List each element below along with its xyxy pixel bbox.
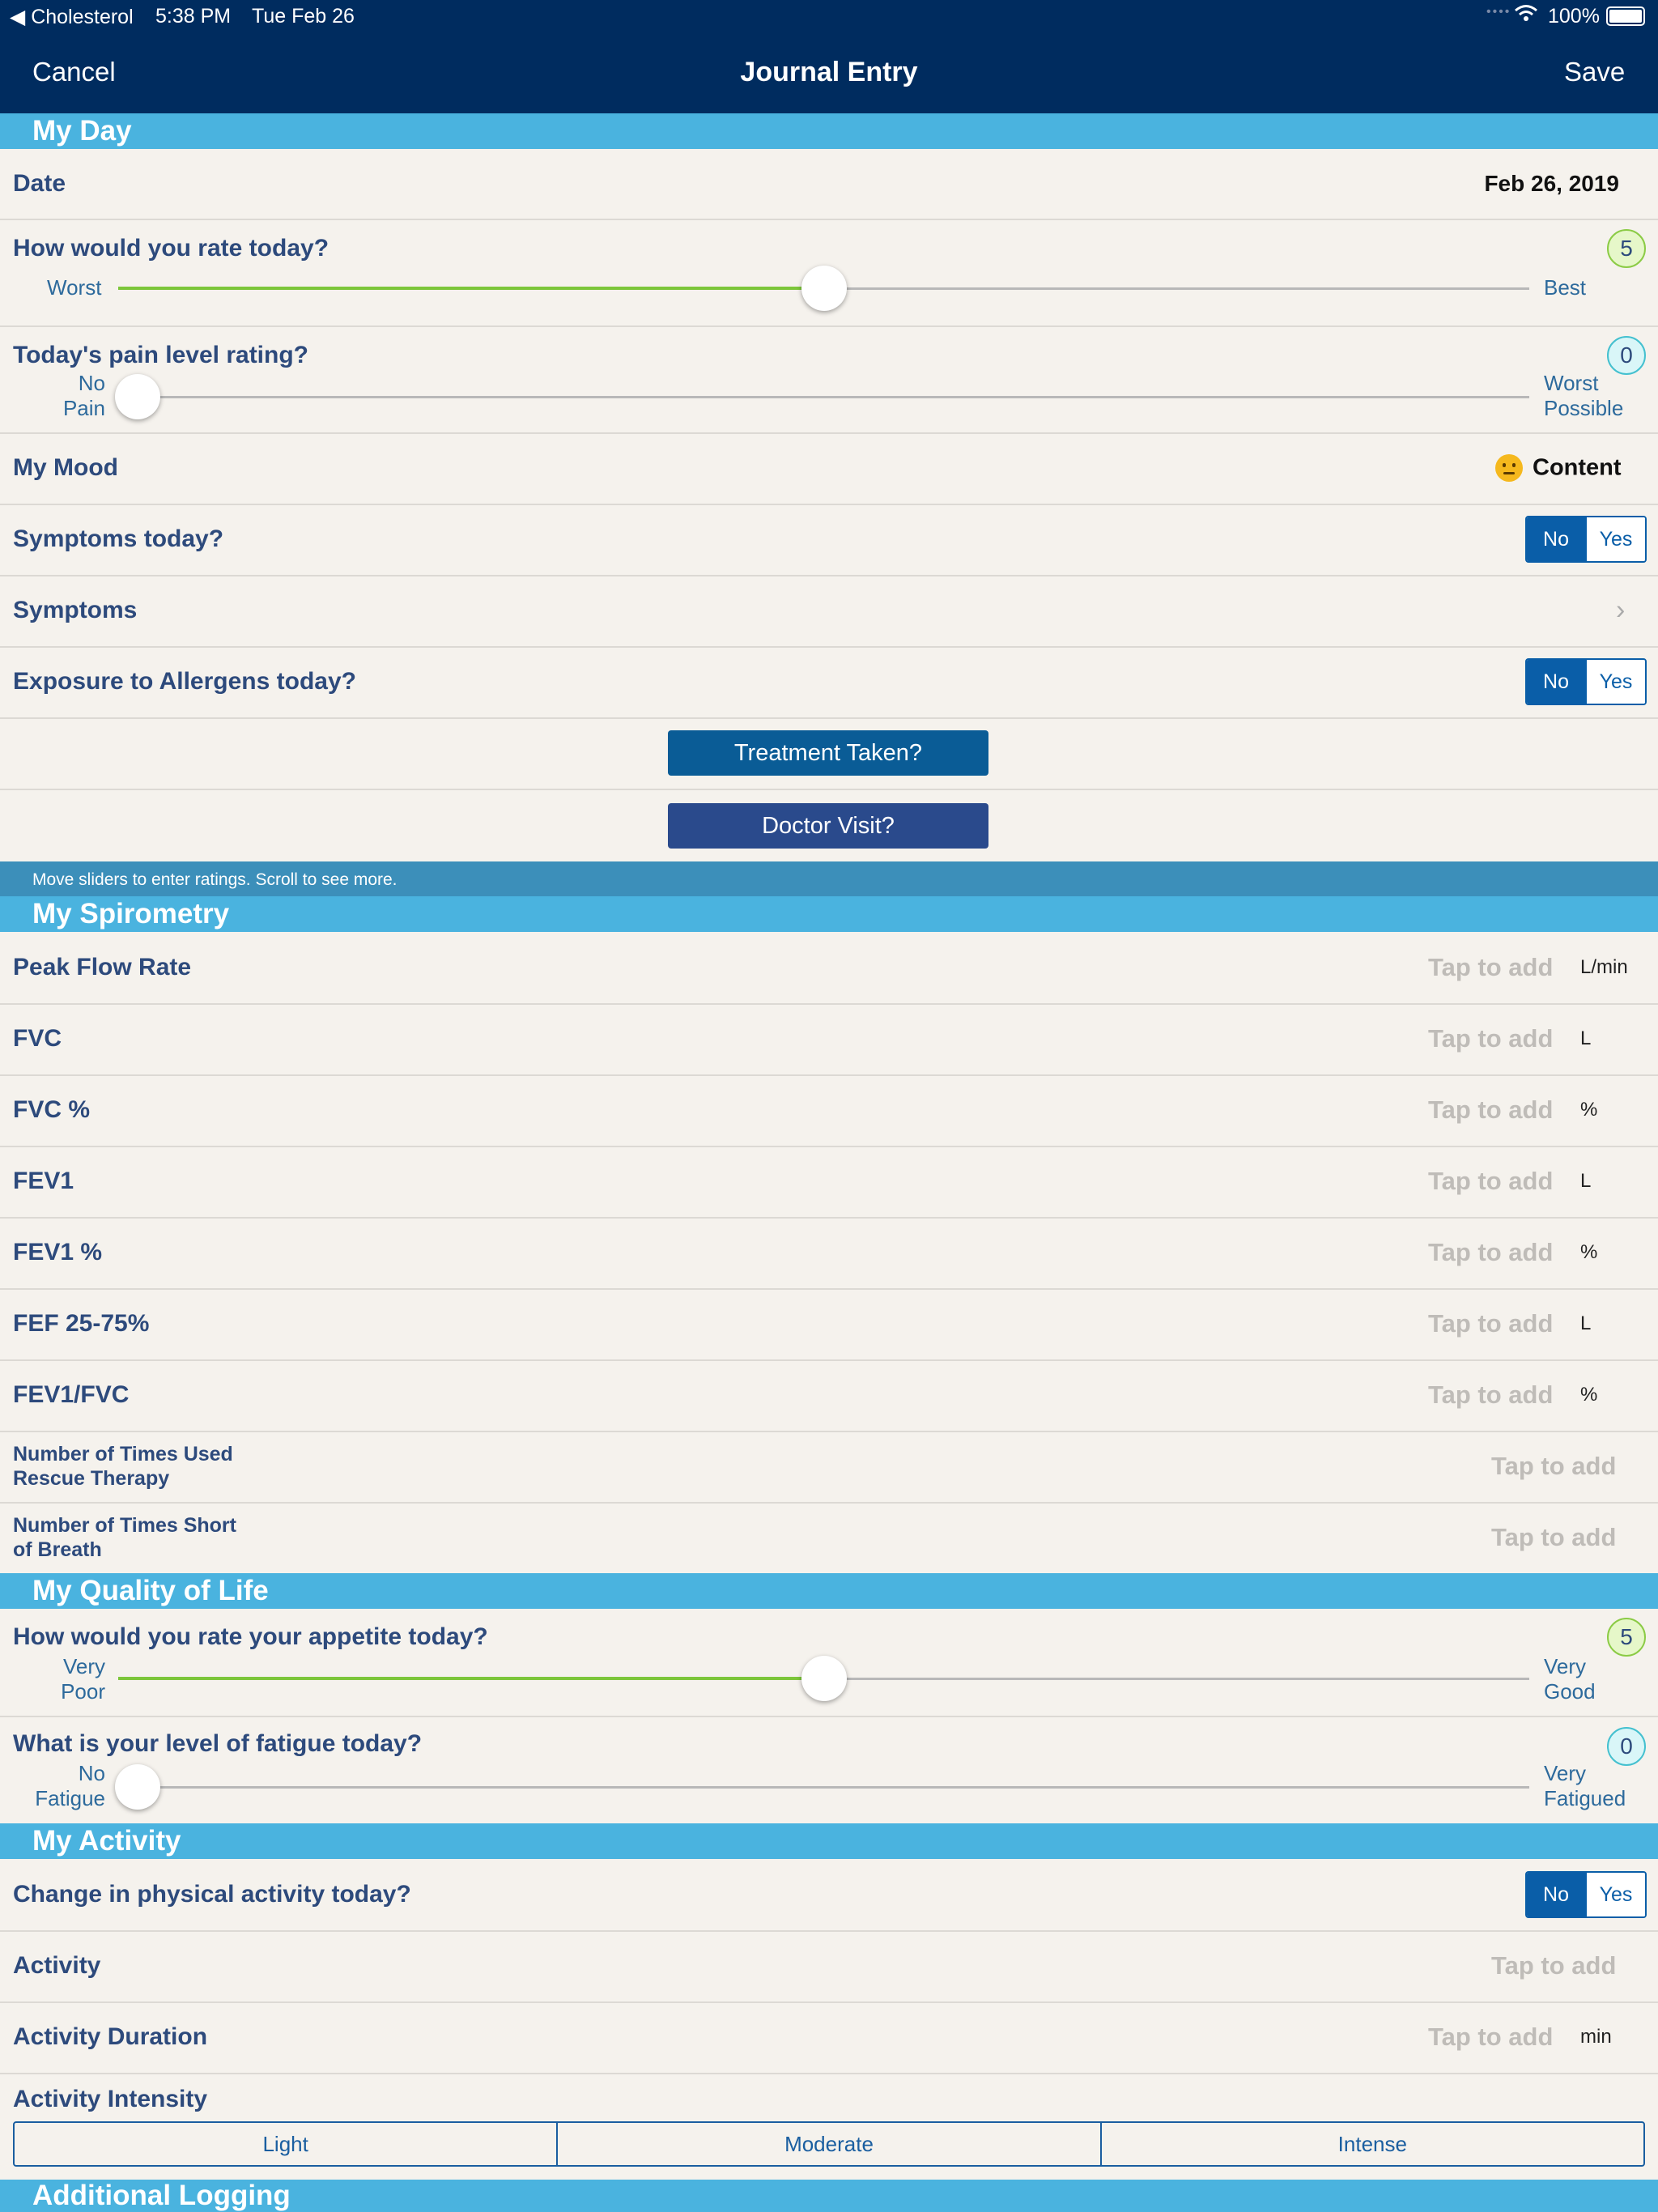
short-breath-input[interactable]: Tap to add	[1491, 1523, 1617, 1551]
allergens-toggle[interactable]	[1525, 658, 1647, 705]
symptoms-today-toggle[interactable]	[1525, 516, 1647, 563]
battery-icon	[1606, 6, 1645, 26]
appetite-min-label: Very Poor	[61, 1654, 105, 1704]
activity-label: Activity	[13, 1952, 101, 1979]
activity-intensity-segmented[interactable]	[13, 2121, 1645, 2167]
allergens-label: Exposure to Allergens today?	[13, 668, 356, 695]
activity-change-no[interactable]: No	[1527, 1873, 1585, 1916]
status-time: 5:38 PM	[155, 5, 232, 28]
cancel-button[interactable]: Cancel	[32, 57, 116, 87]
intensity-intense[interactable]: Intense	[1100, 2123, 1643, 2165]
spirometry-label: Peak Flow Rate	[13, 954, 192, 981]
activity-intensity-label: Activity Intensity	[13, 2086, 208, 2112]
intensity-moderate[interactable]: Moderate	[556, 2123, 1099, 2165]
mood-value: Content	[1533, 454, 1622, 481]
rate-today-row	[0, 219, 1658, 327]
hint-bar	[0, 861, 1658, 896]
rate-today-value-badge: 5	[1607, 229, 1646, 268]
spirometry-input[interactable]: Tap to add	[1428, 1309, 1554, 1338]
spirometry-unit: %	[1580, 1241, 1598, 1263]
spirometry-unit: L	[1580, 1027, 1592, 1049]
rate-today-label: How would you rate today?	[13, 235, 329, 262]
fatigue-max-label: Very Fatigued	[1544, 1761, 1626, 1810]
allergens-yes[interactable]: Yes	[1585, 660, 1645, 704]
wifi-icon	[1514, 3, 1538, 28]
save-button[interactable]: Save	[1564, 57, 1626, 87]
symptoms-today-no[interactable]: No	[1527, 517, 1585, 561]
spirometry-row[interactable]	[0, 1217, 1658, 1290]
section-my-activity: My Activity	[0, 1823, 1658, 1859]
activity-duration-row[interactable]	[0, 2001, 1658, 2074]
rescue-therapy-input[interactable]: Tap to add	[1491, 1452, 1617, 1480]
spirometry-input[interactable]: Tap to add	[1428, 953, 1554, 981]
spirometry-input[interactable]: Tap to add	[1428, 1095, 1554, 1124]
symptoms-label: Symptoms	[13, 597, 138, 623]
activity-input[interactable]: Tap to add	[1491, 1951, 1617, 1980]
spirometry-label: FVC	[13, 1025, 62, 1052]
spirometry-label: FEV1 %	[13, 1239, 103, 1266]
short-breath-label: Number of Times Short of Breath	[13, 1514, 236, 1561]
spirometry-unit: %	[1580, 1384, 1598, 1406]
section-my-spirometry: My Spirometry	[0, 896, 1658, 932]
spirometry-row[interactable]	[0, 1074, 1658, 1147]
pain-value-badge: 0	[1607, 336, 1646, 375]
slider-track	[118, 396, 1529, 398]
activity-change-toggle[interactable]	[1525, 1871, 1647, 1918]
status-bar	[0, 0, 1658, 32]
treatment-taken-button[interactable]: Treatment Taken?	[668, 730, 988, 776]
spirometry-input[interactable]: Tap to add	[1428, 1380, 1554, 1409]
doctor-visit-button[interactable]: Doctor Visit?	[668, 803, 988, 849]
rate-today-max-label: Best	[1544, 275, 1587, 300]
activity-change-label: Change in physical activity today?	[13, 1881, 411, 1908]
spirometry-row[interactable]	[0, 1359, 1658, 1432]
signal-icon: ••••	[1486, 5, 1511, 19]
battery-percent: 100%	[1548, 5, 1600, 28]
activity-duration-label: Activity Duration	[13, 2023, 208, 2050]
activity-duration-unit: min	[1580, 2026, 1612, 2048]
fatigue-value-badge: 0	[1607, 1727, 1646, 1766]
activity-change-row	[0, 1859, 1658, 1932]
spirometry-unit: %	[1580, 1099, 1598, 1121]
spirometry-row[interactable]	[0, 1288, 1658, 1361]
slider-track	[118, 1786, 1529, 1789]
slider-thumb[interactable]	[801, 1656, 847, 1701]
rescue-therapy-label: Number of Times Used Rescue Therapy	[13, 1443, 233, 1490]
intensity-light[interactable]: Light	[262, 2131, 308, 2156]
spirometry-unit: L	[1580, 1312, 1592, 1334]
activity-change-yes[interactable]: Yes	[1585, 1873, 1645, 1916]
slider-thumb[interactable]	[115, 1764, 160, 1810]
slider-fill	[118, 287, 824, 290]
rescue-therapy-row[interactable]	[0, 1431, 1658, 1504]
spirometry-row[interactable]	[0, 932, 1658, 1005]
slider-thumb[interactable]	[801, 266, 847, 311]
treatment-row	[0, 717, 1658, 790]
spirometry-input[interactable]: Tap to add	[1428, 1238, 1554, 1266]
back-triangle-icon: ◀	[10, 6, 26, 28]
date-row[interactable]	[0, 149, 1658, 220]
section-quality-of-life: My Quality of Life	[0, 1573, 1658, 1609]
activity-intensity-row	[0, 2073, 1658, 2180]
spirometry-unit: L	[1580, 1170, 1592, 1192]
date-value[interactable]: Feb 26, 2019	[1484, 171, 1619, 196]
appetite-label: How would you rate your appetite today?	[13, 1623, 488, 1650]
symptoms-today-yes[interactable]: Yes	[1585, 517, 1645, 561]
spirometry-label: FEV1	[13, 1168, 74, 1194]
spirometry-label: FEV1/FVC	[13, 1381, 130, 1408]
hint-text: Move sliders to enter ratings. Scroll to see more.	[32, 870, 397, 889]
section-my-day: My Day	[0, 113, 1658, 149]
short-breath-row[interactable]	[0, 1502, 1658, 1573]
appetite-max-label: Very Good	[1544, 1654, 1596, 1704]
fatigue-min-label: No Fatigue	[35, 1761, 105, 1810]
pain-min-label: No Pain	[62, 371, 105, 420]
symptoms-today-row	[0, 504, 1658, 576]
activity-duration-input[interactable]: Tap to add	[1428, 2023, 1554, 2051]
mood-row[interactable]	[0, 432, 1658, 505]
spirometry-label: FEF 25-75%	[13, 1310, 150, 1337]
spirometry-row[interactable]	[0, 1146, 1658, 1219]
page-title: Journal Entry	[740, 57, 918, 87]
allergens-no[interactable]: No	[1527, 660, 1585, 704]
chevron-right-icon: ›	[1616, 594, 1626, 626]
appetite-row	[0, 1609, 1658, 1717]
spirometry-label: FVC %	[13, 1096, 91, 1123]
fatigue-row	[0, 1716, 1658, 1823]
fatigue-label: What is your level of fatigue today?	[13, 1730, 423, 1757]
doctor-row	[0, 789, 1658, 861]
appetite-value-badge: 5	[1607, 1618, 1646, 1657]
allergens-row	[0, 646, 1658, 719]
section-additional-logging: Additional Logging	[0, 2180, 1658, 2212]
back-to-app-link[interactable]: ◀ Cholesterol	[10, 6, 134, 28]
rate-today-min-label: Worst	[47, 275, 102, 300]
symptoms-today-label: Symptoms today?	[13, 525, 224, 552]
spirometry-unit: L/min	[1580, 956, 1628, 978]
spirometry-input[interactable]: Tap to add	[1428, 1167, 1554, 1195]
symptoms-row[interactable]	[0, 575, 1658, 648]
mood-label: My Mood	[13, 454, 118, 481]
pain-row	[0, 325, 1658, 434]
activity-row[interactable]	[0, 1930, 1658, 2003]
slider-thumb[interactable]	[115, 374, 160, 419]
pain-label: Today's pain level rating?	[13, 342, 308, 368]
status-date: Tue Feb 26	[252, 5, 355, 28]
spirometry-row[interactable]	[0, 1003, 1658, 1076]
pain-max-label: Worst Possible	[1544, 371, 1624, 420]
slider-fill	[118, 1677, 824, 1680]
nav-bar	[0, 32, 1658, 113]
content-face-icon	[1495, 454, 1523, 482]
spirometry-input[interactable]: Tap to add	[1428, 1024, 1554, 1053]
date-label: Date	[13, 170, 66, 197]
